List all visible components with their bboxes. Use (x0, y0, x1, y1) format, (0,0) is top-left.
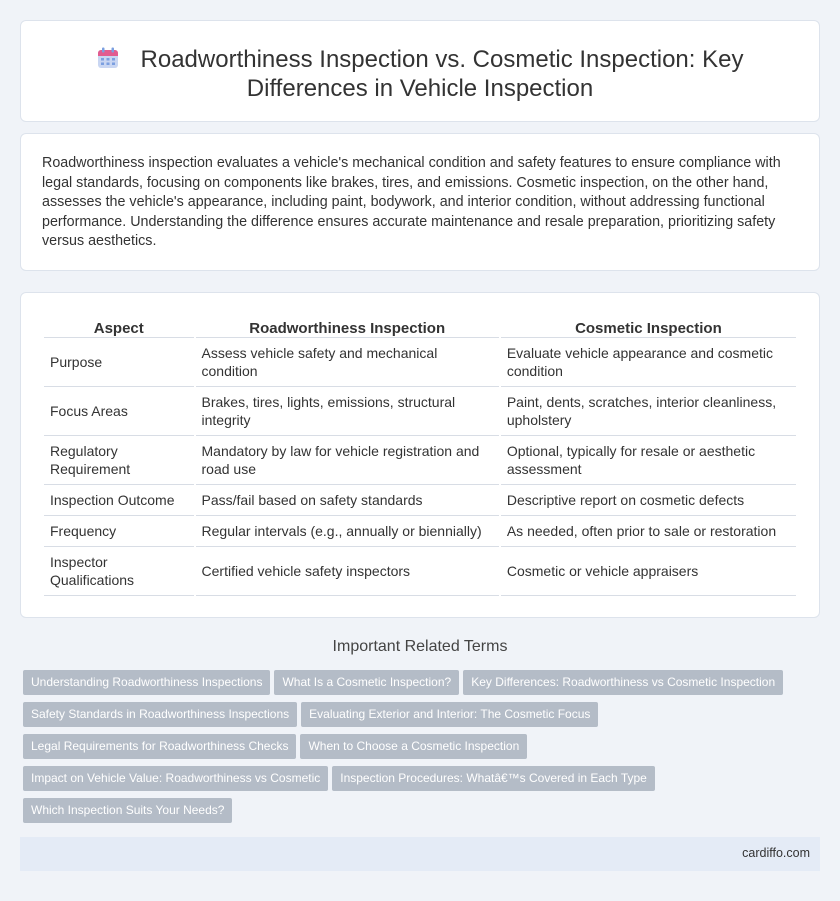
tag-inspection-procedures[interactable]: Inspection Procedures: Whatâ€™s Covered in Each Type (332, 766, 655, 791)
related-terms-tags (23, 670, 813, 830)
comparison-card (20, 292, 820, 618)
title-card (20, 20, 820, 122)
table-cell: Paint, dents, scratches, interior cleanliness, upholstery (501, 387, 796, 436)
table-cell: Mandatory by law for vehicle registration and road use (196, 436, 499, 485)
table-cell: Pass/fail based on safety standards (196, 485, 499, 516)
table-cell: Inspector Qualifications (44, 547, 194, 596)
tag-which-inspection[interactable]: Which Inspection Suits Your Needs? (23, 798, 232, 823)
tag-what-is-cosmetic[interactable]: What Is a Cosmetic Inspection? (274, 670, 459, 695)
table-cell: Cosmetic or vehicle appraisers (501, 547, 796, 596)
tag-legal-requirements[interactable]: Legal Requirements for Roadworthiness Checks (23, 734, 296, 759)
table-cell: Descriptive report on cosmetic defects (501, 485, 796, 516)
table-cell: Assess vehicle safety and mechanical condition (196, 338, 499, 387)
table-cell: Frequency (44, 516, 194, 547)
table-cell: Inspection Outcome (44, 485, 194, 516)
footer-site[interactable]: cardiffo.com (742, 846, 810, 860)
comparison-table (42, 316, 798, 596)
table-row (44, 436, 796, 485)
tag-evaluating-exterior[interactable]: Evaluating Exterior and Interior: The Cosmetic Focus (301, 702, 598, 727)
intro-paragraph: Roadworthiness inspection evaluates a vehicle's mechanical condition and safety features to ensure compliance with legal standards, focusing on components like brakes, tires, and emissions. Cosmetic inspection, on the other hand, assesses the vehicle's appearance, including paint, bodywork, and interior condition, without addressing functional performance. Understanding the difference ensures accurate maintenance and resale preparation, prioritizing safety versus aesthetics. (42, 155, 781, 249)
table-row (44, 485, 796, 516)
table-cell: Certified vehicle safety inspectors (196, 547, 499, 596)
table-row (44, 516, 796, 547)
header-roadworthiness: Roadworthiness Inspection (196, 316, 499, 338)
table-cell: Evaluate vehicle appearance and cosmetic condition (501, 338, 796, 387)
table-cell: Purpose (44, 338, 194, 387)
table-row (44, 547, 796, 596)
footer (20, 837, 820, 871)
table-row (44, 338, 796, 387)
related-terms-title: Important Related Terms (332, 638, 508, 655)
tag-impact-on-value[interactable]: Impact on Vehicle Value: Roadworthiness vs Cosmetic (23, 766, 328, 791)
tag-understanding-roadworthiness[interactable]: Understanding Roadworthiness Inspections (23, 670, 270, 695)
tag-when-to-choose[interactable]: When to Choose a Cosmetic Inspection (300, 734, 527, 759)
intro-card (20, 133, 820, 271)
table-row (44, 387, 796, 436)
table-cell: As needed, often prior to sale or restoration (501, 516, 796, 547)
header-aspect: Aspect (44, 316, 194, 338)
table-cell: Focus Areas (44, 387, 194, 436)
table-cell: Regulatory Requirement (44, 436, 194, 485)
title-line-2: Differences in Vehicle Inspection (246, 75, 594, 102)
page-title (21, 45, 819, 103)
tag-safety-standards[interactable]: Safety Standards in Roadworthiness Inspections (23, 702, 297, 727)
table-cell: Brakes, tires, lights, emissions, structural integrity (196, 387, 499, 436)
tag-key-differences[interactable]: Key Differences: Roadworthiness vs Cosmetic Inspection (463, 670, 783, 695)
calendar-icon (97, 47, 119, 69)
table-cell: Regular intervals (e.g., annually or biennially) (196, 516, 499, 547)
header-cosmetic: Cosmetic Inspection (501, 316, 796, 338)
table-cell: Optional, typically for resale or aesthetic assessment (501, 436, 796, 485)
table-header-row (44, 316, 796, 338)
title-line-1: Roadworthiness Inspection vs. Cosmetic Inspection: Key (140, 46, 744, 73)
